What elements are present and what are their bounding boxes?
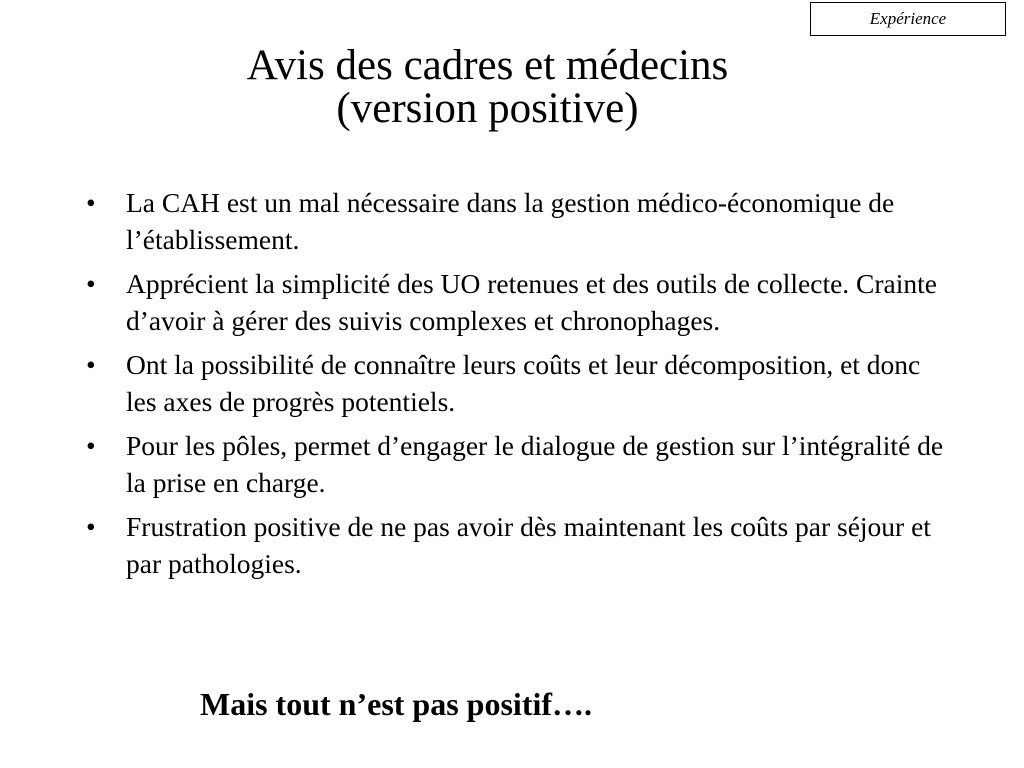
section-tag-label: Expérience (869, 9, 947, 28)
slide-title-line-2: (version positive) (336, 85, 639, 132)
bullet-text: Apprécient la simplicité des UO retenues et des outils de collecte. Crainte d’avoir à gérer des suivis complexes et chronophages. (126, 268, 937, 336)
bullet-text: La CAH est un mal nécessaire dans la gestion médico-économique de l’établissement. (126, 187, 895, 255)
bullet-dot-icon: • (86, 511, 96, 542)
section-tag (810, 2, 1006, 36)
bullet-dot-icon: • (86, 349, 96, 380)
bullet-dot-icon: • (86, 430, 96, 461)
conclusion-text: Mais tout n’est pas positif…. (200, 686, 593, 722)
bullet-text: Ont la possibilité de connaître leurs coûts et leur décomposition, et donc les axes de progrès potentiels. (126, 349, 921, 417)
bullet-item (84, 265, 954, 339)
bullet-text: Frustration positive de ne pas avoir dès maintenant les coûts par séjour et par pathologies. (126, 511, 931, 579)
bullet-item (84, 427, 954, 501)
bullet-item (84, 184, 954, 258)
bullet-item (84, 346, 954, 420)
bullet-list (84, 184, 954, 589)
slide-title (0, 44, 975, 130)
bullet-text: Pour les pôles, permet d’engager le dialogue de gestion sur l’intégralité de la prise en charge. (126, 430, 944, 498)
bullet-dot-icon: • (86, 187, 96, 218)
slide-title-line-1: Avis des cadres et médecins (246, 42, 729, 89)
bullet-item (84, 508, 954, 582)
bullet-dot-icon: • (86, 268, 96, 299)
